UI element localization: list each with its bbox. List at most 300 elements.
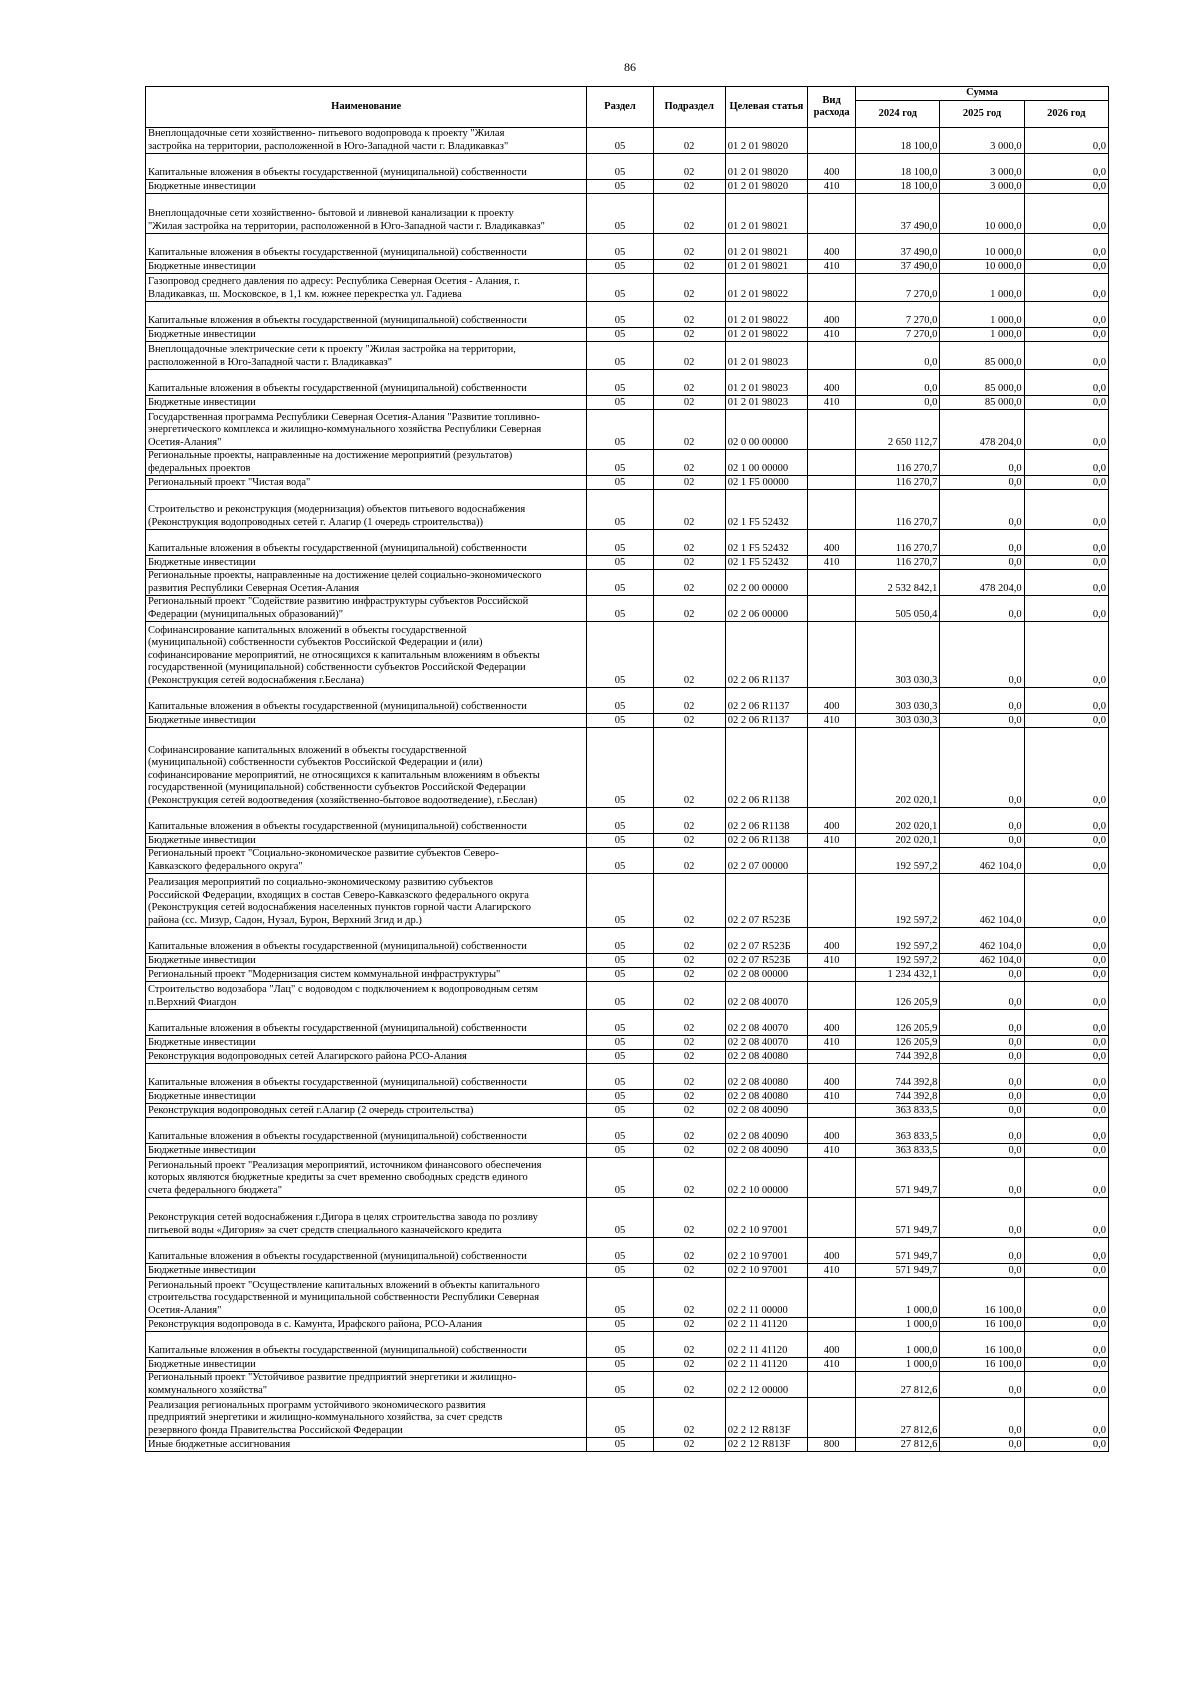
cell-expense-type: 400 (808, 154, 856, 180)
header-subsection: Подраздел (653, 87, 725, 128)
cell-name: Бюджетные инвестиции (146, 328, 587, 342)
cell-sum-2024: 126 205,9 (856, 1010, 940, 1036)
cell-section: 05 (587, 450, 653, 476)
cell-subsection: 02 (653, 1050, 725, 1064)
cell-target: 02 2 06 R1137 (725, 714, 807, 728)
cell-target: 01 2 01 98023 (725, 342, 807, 370)
cell-target: 01 2 01 98023 (725, 396, 807, 410)
cell-expense-type (808, 1318, 856, 1332)
cell-expense-type (808, 1372, 856, 1398)
cell-sum-2024: 116 270,7 (856, 530, 940, 556)
cell-name: Бюджетные инвестиции (146, 260, 587, 274)
cell-subsection: 02 (653, 1118, 725, 1144)
cell-sum-2026: 0,0 (1024, 688, 1108, 714)
cell-sum-2024: 7 270,0 (856, 274, 940, 302)
cell-section: 05 (587, 808, 653, 834)
cell-sum-2025: 0,0 (940, 1158, 1024, 1198)
cell-name: Региональный проект "Содействие развитию инфраструктуры субъектов Российской Федерации (муниципальных образований)" (146, 596, 587, 622)
cell-name: Капитальные вложения в объекты государственной (муниципальной) собственности (146, 234, 587, 260)
cell-target: 02 2 07 R523Б (725, 874, 807, 928)
cell-sum-2026: 0,0 (1024, 1398, 1108, 1438)
cell-sum-2026: 0,0 (1024, 370, 1108, 396)
cell-subsection: 02 (653, 622, 725, 688)
cell-section: 05 (587, 476, 653, 490)
cell-section: 05 (587, 874, 653, 928)
cell-section: 05 (587, 1090, 653, 1104)
table-row (146, 982, 1109, 1010)
cell-sum-2026: 0,0 (1024, 728, 1108, 808)
cell-section: 05 (587, 1372, 653, 1398)
cell-section: 05 (587, 1158, 653, 1198)
cell-section: 05 (587, 1010, 653, 1036)
cell-sum-2025: 462 104,0 (940, 874, 1024, 928)
cell-expense-type (808, 490, 856, 530)
cell-sum-2026: 0,0 (1024, 570, 1108, 596)
cell-sum-2024: 18 100,0 (856, 180, 940, 194)
cell-sum-2026: 0,0 (1024, 1372, 1108, 1398)
cell-sum-2024: 37 490,0 (856, 260, 940, 274)
cell-sum-2024: 7 270,0 (856, 328, 940, 342)
cell-sum-2024: 192 597,2 (856, 874, 940, 928)
table-row (146, 968, 1109, 982)
cell-sum-2026: 0,0 (1024, 848, 1108, 874)
cell-target: 02 2 12 R813F (725, 1438, 807, 1452)
table-row (146, 1438, 1109, 1452)
cell-section: 05 (587, 194, 653, 234)
cell-sum-2025: 0,0 (940, 596, 1024, 622)
cell-sum-2026: 0,0 (1024, 1050, 1108, 1064)
cell-name: Бюджетные инвестиции (146, 180, 587, 194)
cell-name: Софинансирование капитальных вложений в объекты государственной (муниципальной) собственности субъектов Российской Федерации и (или) софинансирование мероприятий, не относящихся к капитальным вложениям в объекты государственной (муниципальной) собственности субъектов Российской Федерации (Реконструкция сетей водоотведения (хозяйственно-бытовое водоотведение), г.Беслан) (146, 728, 587, 808)
cell-sum-2025: 0,0 (940, 728, 1024, 808)
cell-sum-2025: 0,0 (940, 1144, 1024, 1158)
cell-target: 02 2 11 41120 (725, 1358, 807, 1372)
cell-sum-2026: 0,0 (1024, 1118, 1108, 1144)
cell-section: 05 (587, 274, 653, 302)
cell-name: Региональный проект "Социально-экономическое развитие субъектов Северо- Кавказского федерального округа" (146, 848, 587, 874)
cell-expense-type (808, 848, 856, 874)
cell-name: Государственная программа Республики Северная Осетия-Алания "Развитие топливно- энергетического комплекса и жилищно-коммунального хозяйства Республики Северная Осетия-Алания" (146, 410, 587, 450)
cell-section: 05 (587, 848, 653, 874)
cell-target: 01 2 01 98020 (725, 154, 807, 180)
cell-sum-2025: 0,0 (940, 1118, 1024, 1144)
cell-sum-2026: 0,0 (1024, 396, 1108, 410)
cell-subsection: 02 (653, 688, 725, 714)
cell-section: 05 (587, 1332, 653, 1358)
cell-name: Бюджетные инвестиции (146, 396, 587, 410)
cell-subsection: 02 (653, 1438, 725, 1452)
cell-section: 05 (587, 954, 653, 968)
cell-section: 05 (587, 1036, 653, 1050)
cell-expense-type: 410 (808, 714, 856, 728)
cell-target: 02 2 06 R1137 (725, 622, 807, 688)
cell-subsection: 02 (653, 1198, 725, 1238)
cell-subsection: 02 (653, 1358, 725, 1372)
cell-sum-2024: 744 392,8 (856, 1050, 940, 1064)
header-expense-type: Вид расхода (808, 87, 856, 128)
cell-subsection: 02 (653, 274, 725, 302)
cell-name: Капитальные вложения в объекты государственной (муниципальной) собственности (146, 530, 587, 556)
cell-sum-2026: 0,0 (1024, 1036, 1108, 1050)
table-body (146, 128, 1109, 1452)
cell-expense-type (808, 1050, 856, 1064)
cell-target: 01 2 01 98021 (725, 194, 807, 234)
cell-sum-2026: 0,0 (1024, 1144, 1108, 1158)
cell-target: 02 2 07 00000 (725, 848, 807, 874)
cell-target: 02 2 06 R1138 (725, 728, 807, 808)
cell-name: Региональный проект "Осуществление капитальных вложений в объекты капитального строительства государственной и муниципальной собственности Республики Северная Осетия-Алания" (146, 1278, 587, 1318)
table-row (146, 450, 1109, 476)
cell-expense-type: 400 (808, 928, 856, 954)
cell-name: Бюджетные инвестиции (146, 556, 587, 570)
cell-sum-2024: 1 000,0 (856, 1318, 940, 1332)
cell-sum-2025: 3 000,0 (940, 154, 1024, 180)
cell-sum-2025: 0,0 (940, 490, 1024, 530)
cell-sum-2024: 192 597,2 (856, 928, 940, 954)
cell-sum-2024: 303 030,3 (856, 688, 940, 714)
cell-sum-2026: 0,0 (1024, 1264, 1108, 1278)
cell-subsection: 02 (653, 1158, 725, 1198)
cell-section: 05 (587, 728, 653, 808)
table-row (146, 1398, 1109, 1438)
cell-expense-type: 400 (808, 302, 856, 328)
table-row (146, 1118, 1109, 1144)
table-row (146, 874, 1109, 928)
cell-sum-2025: 10 000,0 (940, 194, 1024, 234)
cell-sum-2025: 0,0 (940, 968, 1024, 982)
table-row (146, 410, 1109, 450)
cell-sum-2024: 571 949,7 (856, 1238, 940, 1264)
cell-expense-type (808, 1158, 856, 1198)
cell-sum-2025: 462 104,0 (940, 954, 1024, 968)
cell-section: 05 (587, 596, 653, 622)
cell-expense-type: 410 (808, 834, 856, 848)
cell-subsection: 02 (653, 234, 725, 260)
cell-sum-2026: 0,0 (1024, 1318, 1108, 1332)
cell-name: Строительство водозабора "Лац" с водоводом с подключением к водопроводным сетям п.Верхний Фиагдон (146, 982, 587, 1010)
table-row (146, 808, 1109, 834)
cell-name: Бюджетные инвестиции (146, 1264, 587, 1278)
cell-sum-2025: 3 000,0 (940, 128, 1024, 154)
cell-expense-type (808, 1398, 856, 1438)
cell-target: 02 2 08 40070 (725, 1010, 807, 1036)
cell-sum-2026: 0,0 (1024, 1198, 1108, 1238)
table-row (146, 1278, 1109, 1318)
cell-name: Капитальные вложения в объекты государственной (муниципальной) собственности (146, 154, 587, 180)
cell-name: Газопровод среднего давления по адресу: Республика Северная Осетия - Алания, г. Владикавказ, ш. Московское, в 1,1 км. южнее перекрестка ул. Гадиева (146, 274, 587, 302)
table-row (146, 274, 1109, 302)
cell-expense-type (808, 622, 856, 688)
cell-sum-2024: 27 812,6 (856, 1398, 940, 1438)
cell-expense-type: 400 (808, 530, 856, 556)
cell-name: Бюджетные инвестиции (146, 834, 587, 848)
cell-sum-2025: 1 000,0 (940, 328, 1024, 342)
cell-subsection: 02 (653, 450, 725, 476)
cell-target: 02 2 11 41120 (725, 1332, 807, 1358)
cell-sum-2025: 0,0 (940, 530, 1024, 556)
cell-target: 01 2 01 98020 (725, 180, 807, 194)
table-row (146, 342, 1109, 370)
cell-sum-2025: 462 104,0 (940, 848, 1024, 874)
table-row (146, 834, 1109, 848)
cell-expense-type (808, 596, 856, 622)
table-row (146, 1010, 1109, 1036)
cell-sum-2026: 0,0 (1024, 1090, 1108, 1104)
table-row (146, 556, 1109, 570)
cell-name: Капитальные вложения в объекты государственной (муниципальной) собственности (146, 1064, 587, 1090)
header-sum: Сумма (856, 87, 1109, 101)
cell-section: 05 (587, 530, 653, 556)
cell-subsection: 02 (653, 1264, 725, 1278)
cell-subsection: 02 (653, 476, 725, 490)
cell-sum-2024: 0,0 (856, 370, 940, 396)
cell-name: Реконструкция водопроводных сетей Алагирского района РСО-Алания (146, 1050, 587, 1064)
cell-subsection: 02 (653, 1318, 725, 1332)
cell-section: 05 (587, 260, 653, 274)
cell-expense-type: 400 (808, 234, 856, 260)
cell-sum-2025: 478 204,0 (940, 410, 1024, 450)
cell-subsection: 02 (653, 260, 725, 274)
table-row (146, 1090, 1109, 1104)
cell-sum-2024: 18 100,0 (856, 128, 940, 154)
table-row (146, 688, 1109, 714)
cell-section: 05 (587, 622, 653, 688)
cell-section: 05 (587, 1438, 653, 1452)
cell-sum-2025: 10 000,0 (940, 234, 1024, 260)
table-row (146, 1198, 1109, 1238)
cell-sum-2024: 505 050,4 (856, 596, 940, 622)
cell-name: Реконструкция сетей водоснабжения г.Дигора в целях строительства завода по розливу питьевой воды «Дигория» за счет средств специального казначейского кредита (146, 1198, 587, 1238)
cell-section: 05 (587, 396, 653, 410)
cell-sum-2026: 0,0 (1024, 1438, 1108, 1452)
cell-section: 05 (587, 342, 653, 370)
cell-expense-type (808, 1198, 856, 1238)
cell-sum-2024: 571 949,7 (856, 1158, 940, 1198)
cell-expense-type (808, 874, 856, 928)
cell-expense-type: 400 (808, 1064, 856, 1090)
cell-expense-type (808, 570, 856, 596)
cell-subsection: 02 (653, 370, 725, 396)
table-row (146, 728, 1109, 808)
cell-target: 02 2 08 40070 (725, 982, 807, 1010)
page-number: 86 (624, 60, 636, 74)
cell-sum-2026: 0,0 (1024, 274, 1108, 302)
cell-expense-type: 400 (808, 370, 856, 396)
cell-subsection: 02 (653, 490, 725, 530)
cell-section: 05 (587, 714, 653, 728)
cell-sum-2024: 303 030,3 (856, 622, 940, 688)
cell-subsection: 02 (653, 874, 725, 928)
cell-subsection: 02 (653, 1036, 725, 1050)
cell-sum-2025: 0,0 (940, 808, 1024, 834)
cell-sum-2024: 571 949,7 (856, 1198, 940, 1238)
table-row (146, 180, 1109, 194)
cell-name: Реконструкция водопроводных сетей г.Алагир (2 очередь строительства) (146, 1104, 587, 1118)
cell-name: Региональный проект "Чистая вода" (146, 476, 587, 490)
cell-target: 02 2 08 40090 (725, 1144, 807, 1158)
cell-expense-type: 410 (808, 396, 856, 410)
cell-subsection: 02 (653, 968, 725, 982)
cell-subsection: 02 (653, 1238, 725, 1264)
cell-sum-2025: 85 000,0 (940, 396, 1024, 410)
table-row (146, 234, 1109, 260)
cell-name: Бюджетные инвестиции (146, 1358, 587, 1372)
cell-sum-2026: 0,0 (1024, 556, 1108, 570)
cell-expense-type (808, 1278, 856, 1318)
cell-subsection: 02 (653, 1372, 725, 1398)
cell-sum-2026: 0,0 (1024, 328, 1108, 342)
cell-sum-2024: 192 597,2 (856, 954, 940, 968)
cell-subsection: 02 (653, 1104, 725, 1118)
cell-section: 05 (587, 928, 653, 954)
cell-expense-type (808, 968, 856, 982)
cell-target: 02 2 08 40090 (725, 1118, 807, 1144)
cell-expense-type (808, 410, 856, 450)
cell-target: 02 2 12 R813F (725, 1398, 807, 1438)
cell-sum-2024: 0,0 (856, 342, 940, 370)
cell-sum-2024: 1 000,0 (856, 1358, 940, 1372)
table-row (146, 928, 1109, 954)
cell-name: Региональный проект "Реализация мероприятий, источником финансового обеспечения которых являются бюджетные кредиты за счет временно свободных средств единого счета федерального бюджета" (146, 1158, 587, 1198)
cell-name: Внеплощадочные сети хозяйственно- бытовой и ливневой канализации к проекту "Жилая застройка на территории, расположенной в Юго-Западной части г. Владикавказ" (146, 194, 587, 234)
cell-subsection: 02 (653, 954, 725, 968)
cell-section: 05 (587, 180, 653, 194)
cell-subsection: 02 (653, 714, 725, 728)
cell-sum-2026: 0,0 (1024, 194, 1108, 234)
cell-sum-2024: 303 030,3 (856, 714, 940, 728)
cell-section: 05 (587, 982, 653, 1010)
cell-sum-2024: 27 812,6 (856, 1372, 940, 1398)
table-row (146, 1104, 1109, 1118)
cell-sum-2026: 0,0 (1024, 1158, 1108, 1198)
cell-subsection: 02 (653, 1144, 725, 1158)
cell-expense-type: 400 (808, 1332, 856, 1358)
cell-sum-2024: 116 270,7 (856, 476, 940, 490)
cell-sum-2025: 0,0 (940, 1104, 1024, 1118)
table-row (146, 1158, 1109, 1198)
cell-expense-type (808, 342, 856, 370)
cell-sum-2025: 0,0 (940, 1372, 1024, 1398)
cell-section: 05 (587, 234, 653, 260)
table-row (146, 1050, 1109, 1064)
cell-expense-type: 410 (808, 556, 856, 570)
cell-subsection: 02 (653, 180, 725, 194)
cell-section: 05 (587, 1398, 653, 1438)
cell-expense-type: 400 (808, 1010, 856, 1036)
cell-sum-2025: 0,0 (940, 1398, 1024, 1438)
cell-section: 05 (587, 302, 653, 328)
cell-sum-2026: 0,0 (1024, 154, 1108, 180)
cell-name: Региональный проект "Модернизация систем коммунальной инфраструктуры" (146, 968, 587, 982)
cell-subsection: 02 (653, 728, 725, 808)
cell-name: Капитальные вложения в объекты государственной (муниципальной) собственности (146, 1332, 587, 1358)
cell-name: Софинансирование капитальных вложений в объекты государственной (муниципальной) собственности субъектов Российской Федерации и (или) софинансирование мероприятий, не относящихся к капитальным вложениям в объекты государственной (муниципальной) собственности субъектов Российской Федерации (Реконструкция сетей водоснабжения г.Беслана) (146, 622, 587, 688)
cell-section: 05 (587, 1264, 653, 1278)
cell-subsection: 02 (653, 396, 725, 410)
cell-sum-2025: 0,0 (940, 1064, 1024, 1090)
cell-subsection: 02 (653, 328, 725, 342)
table-row (146, 954, 1109, 968)
cell-sum-2024: 363 833,5 (856, 1144, 940, 1158)
cell-section: 05 (587, 1118, 653, 1144)
cell-sum-2026: 0,0 (1024, 530, 1108, 556)
cell-section: 05 (587, 1050, 653, 1064)
table-row (146, 490, 1109, 530)
cell-sum-2025: 0,0 (940, 1438, 1024, 1452)
cell-expense-type: 410 (808, 1036, 856, 1050)
cell-section: 05 (587, 410, 653, 450)
cell-expense-type (808, 476, 856, 490)
cell-section: 05 (587, 328, 653, 342)
cell-target: 01 2 01 98023 (725, 370, 807, 396)
table-row (146, 476, 1109, 490)
cell-section: 05 (587, 490, 653, 530)
cell-sum-2026: 0,0 (1024, 1064, 1108, 1090)
cell-subsection: 02 (653, 596, 725, 622)
cell-sum-2026: 0,0 (1024, 596, 1108, 622)
cell-expense-type (808, 128, 856, 154)
cell-sum-2026: 0,0 (1024, 954, 1108, 968)
cell-sum-2025: 0,0 (940, 982, 1024, 1010)
cell-sum-2026: 0,0 (1024, 128, 1108, 154)
cell-section: 05 (587, 688, 653, 714)
cell-name: Бюджетные инвестиции (146, 1144, 587, 1158)
cell-subsection: 02 (653, 928, 725, 954)
cell-target: 01 2 01 98022 (725, 274, 807, 302)
cell-sum-2025: 462 104,0 (940, 928, 1024, 954)
cell-expense-type (808, 728, 856, 808)
cell-expense-type: 410 (808, 328, 856, 342)
cell-sum-2024: 126 205,9 (856, 982, 940, 1010)
cell-expense-type: 410 (808, 1264, 856, 1278)
cell-name: Капитальные вложения в объекты государственной (муниципальной) собственности (146, 688, 587, 714)
cell-expense-type: 800 (808, 1438, 856, 1452)
cell-expense-type: 410 (808, 1358, 856, 1372)
header-2026: 2026 год (1024, 101, 1108, 128)
cell-section: 05 (587, 1278, 653, 1318)
cell-section: 05 (587, 1104, 653, 1118)
cell-expense-type: 410 (808, 180, 856, 194)
cell-sum-2025: 0,0 (940, 1264, 1024, 1278)
cell-target: 02 2 08 40070 (725, 1036, 807, 1050)
cell-sum-2024: 202 020,1 (856, 728, 940, 808)
cell-name: Строительство и реконструкция (модернизация) объектов питьевого водоснабжения (Реконструкция водопроводных сетей г. Алагир (1 очередь строительства)) (146, 490, 587, 530)
cell-sum-2024: 571 949,7 (856, 1264, 940, 1278)
cell-subsection: 02 (653, 808, 725, 834)
cell-sum-2026: 0,0 (1024, 490, 1108, 530)
cell-section: 05 (587, 1318, 653, 1332)
cell-sum-2025: 16 100,0 (940, 1278, 1024, 1318)
cell-sum-2025: 16 100,0 (940, 1358, 1024, 1372)
cell-subsection: 02 (653, 848, 725, 874)
cell-target: 01 2 01 98022 (725, 328, 807, 342)
cell-name: Капитальные вложения в объекты государственной (муниципальной) собственности (146, 928, 587, 954)
cell-target: 02 2 07 R523Б (725, 954, 807, 968)
cell-section: 05 (587, 1198, 653, 1238)
header-section: Раздел (587, 87, 653, 128)
cell-sum-2025: 85 000,0 (940, 342, 1024, 370)
table-row (146, 396, 1109, 410)
cell-sum-2024: 192 597,2 (856, 848, 940, 874)
cell-sum-2025: 1 000,0 (940, 274, 1024, 302)
table-row (146, 622, 1109, 688)
cell-expense-type: 410 (808, 1144, 856, 1158)
cell-sum-2026: 0,0 (1024, 874, 1108, 928)
cell-subsection: 02 (653, 1398, 725, 1438)
cell-sum-2026: 0,0 (1024, 622, 1108, 688)
cell-name: Капитальные вложения в объекты государственной (муниципальной) собственности (146, 370, 587, 396)
header-target: Целевая статья (725, 87, 807, 128)
